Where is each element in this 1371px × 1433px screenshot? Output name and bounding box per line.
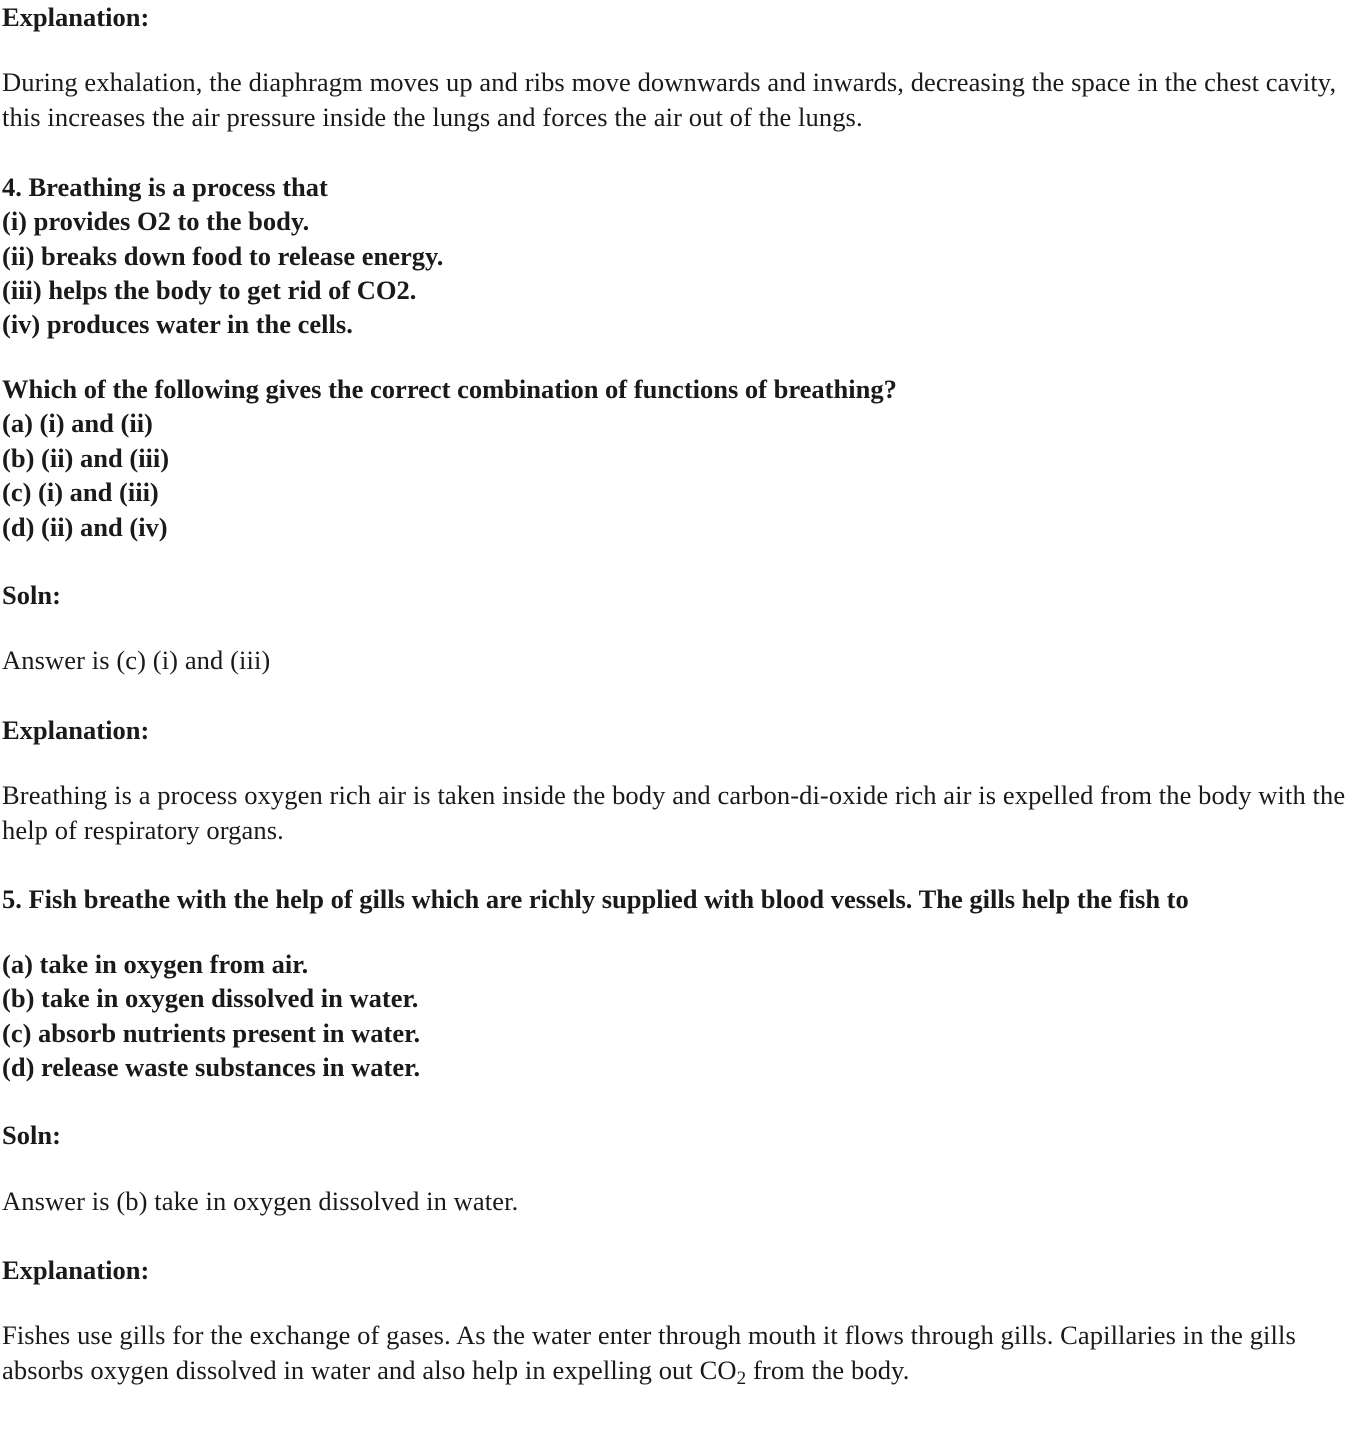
spacer — [2, 1084, 1365, 1118]
explanation-3-text-part-1: Fishes use gills for the exchange of gases. As the water enter through mouth it flows through gills. Capillaries in the gills absorbs oxygen dissolved in water and also help in expelling out CO — [2, 1320, 1296, 1386]
question-4-choice-c: (c) (i) and (iii) — [2, 477, 159, 508]
spacer — [2, 1288, 1365, 1318]
spacer — [2, 136, 1365, 170]
question-4-stem: 4. Breathing is a process that — [2, 171, 328, 202]
question-4-option-ii: (ii) breaks down food to release energy. — [2, 240, 444, 271]
explanation-paragraph-3 — [2, 1318, 1365, 1391]
question-4-choice-a: (a) (i) and (ii) — [2, 408, 153, 439]
question-4-answer: Answer is (c) (i) and (iii) — [2, 645, 271, 676]
question-5-stem: 5. Fish breathe with the help of gills which are richly supplied with blood vessels. The gills help the fish to — [2, 884, 1189, 915]
explanation-heading-3: Explanation: — [2, 1254, 150, 1285]
spacer — [2, 613, 1365, 643]
question-4-solution-heading: Soln: — [2, 580, 61, 611]
spacer — [2, 35, 1365, 65]
question-4-option-iv: (iv) produces water in the cells. — [2, 309, 353, 340]
question-4-prompt: Which of the following gives the correct combination of functions of breathing? — [2, 373, 897, 404]
spacer — [2, 748, 1365, 778]
explanation-heading-2: Explanation: — [2, 714, 150, 745]
question-5-solution-heading: Soln: — [2, 1120, 61, 1151]
question-4-option-i: (i) provides O2 to the body. — [2, 206, 310, 237]
spacer — [2, 1219, 1365, 1253]
spacer — [2, 848, 1365, 882]
spacer — [2, 679, 1365, 713]
spacer — [2, 917, 1365, 947]
explanation-3-text-part-2: from the body. — [746, 1355, 910, 1386]
question-5-choice-b: (b) take in oxygen dissolved in water. — [2, 983, 419, 1014]
explanation-heading-1: Explanation: — [2, 2, 150, 32]
explanation-paragraph-1: During exhalation, the diaphragm moves up and ribs move downwards and inwards, decreasing the space in the chest cavity, this increases the air pressure inside the lungs and forces the air out of the lungs. — [2, 67, 1337, 133]
spacer — [2, 1154, 1365, 1184]
question-5-answer: Answer is (b) take in oxygen dissolved in water. — [2, 1185, 519, 1216]
spacer — [2, 544, 1365, 578]
question-5-choice-c: (c) absorb nutrients present in water. — [2, 1017, 421, 1048]
question-4-choice-b: (b) (ii) and (iii) — [2, 442, 170, 473]
question-5-choice-a: (a) take in oxygen from air. — [2, 948, 309, 979]
co2-subscript: 2 — [736, 1368, 747, 1390]
question-4-option-iii: (iii) helps the body to get rid of CO2. — [2, 275, 417, 306]
question-5-choice-d: (d) release waste substances in water. — [2, 1052, 421, 1082]
question-4-choice-d: (d) (ii) and (iv) — [2, 511, 168, 542]
spacer — [2, 342, 1365, 372]
explanation-paragraph-2: Breathing is a process oxygen rich air is taken inside the body and carbon-di-oxide rich air is expelled from the body with the help of respiratory organs. — [2, 779, 1346, 846]
